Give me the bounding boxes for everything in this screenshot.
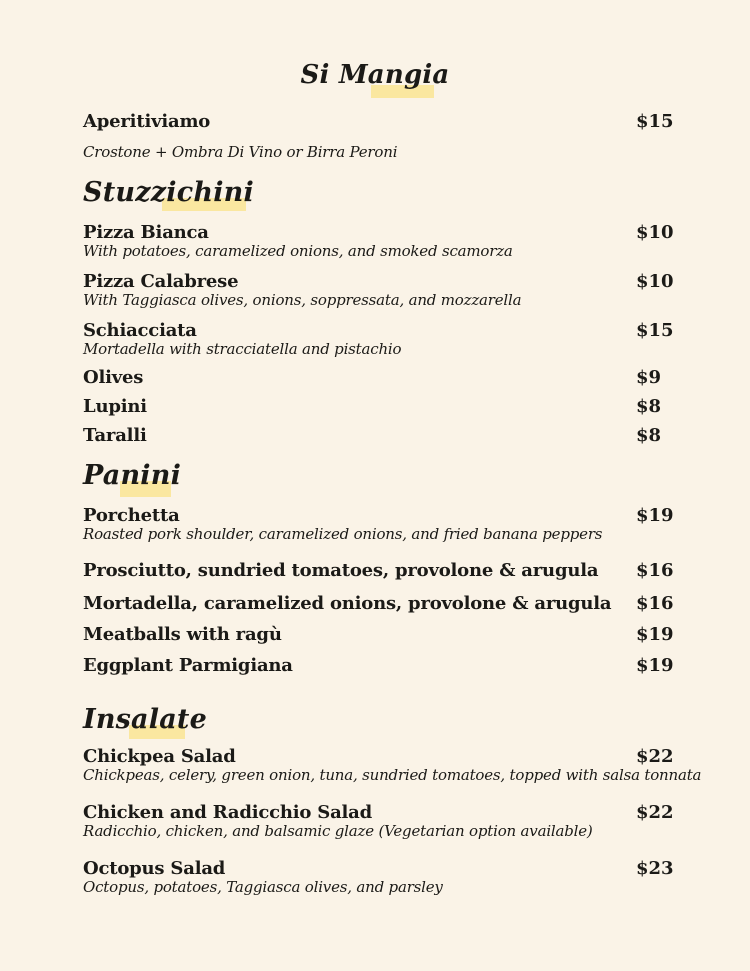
menu-item-mortadella-panino [83, 593, 674, 614]
item-description: With potatoes, caramelized onions, and smoked scamorza [83, 242, 513, 260]
item-price: $19 [636, 505, 674, 526]
item-text-block [83, 859, 636, 896]
item-text-block [83, 321, 636, 358]
section-header-inner [83, 460, 181, 492]
item-name: Pizza Bianca [83, 222, 209, 243]
section-panini [83, 460, 674, 676]
item-description: Crostone + Ombra Di Vino or Birra Peroni [83, 143, 398, 161]
item-description: Octopus, potatoes, Taggiasca olives, and parsley [83, 878, 443, 896]
item-name: Schiacciata [83, 320, 197, 341]
item-text-block [83, 426, 636, 445]
item-price: $23 [636, 858, 674, 879]
item-description: Mortadella with stracciatella and pistachio [83, 340, 402, 358]
menu-item-prosciutto-panino [83, 560, 674, 581]
item-price: $15 [636, 111, 674, 132]
item-name: Octopus Salad [83, 858, 226, 879]
section-title-text: Panini [83, 460, 182, 491]
section-header-insalate [83, 704, 667, 736]
item-name: Pizza Calabrese [83, 271, 239, 292]
item-price: $10 [636, 222, 674, 243]
section-title-text: Insalate [83, 704, 207, 735]
item-name: Meatballs with ragù [83, 624, 282, 645]
item-price: $19 [636, 624, 674, 645]
menu-item-pizza-bianca [83, 222, 674, 260]
menu-item-meatballs [83, 624, 674, 645]
item-price: $19 [636, 655, 674, 676]
section-header-stuzzichini [83, 177, 667, 209]
section-insalate [83, 704, 702, 896]
menu-item-schiacciata [83, 320, 674, 358]
item-text-block [83, 397, 636, 416]
item-description: Roasted pork shoulder, caramelized onions, and fried banana peppers [83, 525, 603, 543]
item-description: Chickpeas, celery, green onion, tuna, sundried tomatoes, topped with salsa tonnata [83, 766, 702, 784]
item-name: Lupini [83, 396, 147, 417]
item-name: Prosciutto, sundried tomatoes, provolone & arugula [83, 560, 599, 581]
item-text-block [83, 506, 636, 543]
item-name: Eggplant Parmigiana [83, 655, 293, 676]
item-price: $22 [636, 802, 674, 823]
page-title [301, 58, 450, 92]
menu-item-lupini [83, 397, 667, 416]
menu-header [83, 58, 667, 94]
item-text-block [83, 272, 636, 309]
section-title-text: Stuzzichini [83, 177, 254, 208]
item-name: Olives [83, 367, 144, 388]
item-name: Chickpea Salad [83, 746, 236, 767]
menu-item-chicken-radicchio-salad [83, 802, 674, 840]
item-price: $16 [636, 560, 674, 581]
section-header-inner [83, 704, 207, 736]
item-description: With Taggiasca olives, onions, soppressata, and mozzarella [83, 291, 522, 309]
item-text-block [83, 625, 636, 644]
item-text-block [83, 656, 636, 675]
menu-item-taralli [83, 426, 667, 445]
section-header-panini [83, 460, 667, 492]
item-name: Porchetta [83, 505, 180, 526]
item-text-block [83, 561, 636, 580]
menu-item-pizza-calabrese [83, 271, 674, 309]
section-stuzzichini [83, 177, 674, 446]
item-description: Radicchio, chicken, and balsamic glaze (Vegetarian option available) [83, 822, 593, 840]
item-name: Taralli [83, 425, 147, 446]
item-text-block [83, 594, 636, 613]
item-text-block [83, 223, 636, 260]
menu-item-porchetta [83, 505, 674, 543]
page-title-text: Si Mangia [300, 60, 450, 90]
item-price: $8 [636, 396, 662, 417]
menu-item-octopus-salad [83, 858, 674, 896]
item-text-block [83, 803, 636, 840]
item-price: $16 [636, 593, 674, 614]
item-name: Mortadella, caramelized onions, provolone & arugula [83, 593, 612, 614]
item-price: $15 [636, 320, 674, 341]
menu-item-aperitiviamo [83, 111, 674, 161]
menu-item-eggplant-parmigiana [83, 655, 674, 676]
item-text-block [83, 112, 636, 161]
menu-item-olives [83, 368, 667, 387]
item-price: $8 [636, 425, 662, 446]
item-name: Aperitiviamo [83, 111, 211, 132]
item-price: $10 [636, 271, 674, 292]
section-header-inner [83, 177, 254, 209]
item-price: $9 [636, 367, 662, 388]
menu-item-chickpea-salad [83, 746, 702, 784]
item-price: $22 [636, 746, 674, 767]
item-name: Chicken and Radicchio Salad [83, 802, 373, 823]
item-text-block [83, 368, 636, 387]
